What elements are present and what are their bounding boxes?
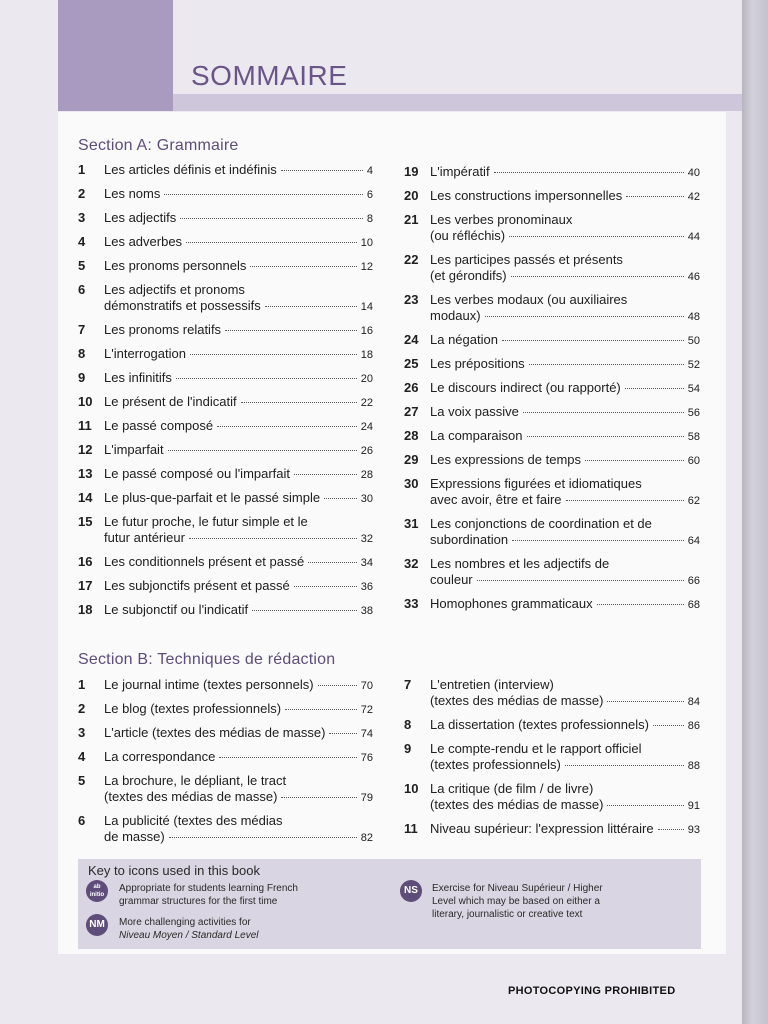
- footer-notice: PHOTOCOPYING PROHIBITED: [508, 985, 676, 997]
- toc-page-number: 36: [360, 581, 373, 593]
- title-accent-block: [58, 0, 173, 111]
- toc-entry-title: futur antérieur: [104, 530, 185, 545]
- toc-leader-dots: [485, 316, 684, 317]
- toc-entry-title: (textes des médias de masse): [430, 693, 604, 708]
- toc-entry-title: La correspondance: [104, 749, 216, 764]
- toc-leader-dots: [625, 388, 684, 389]
- icon-key-title: Key to icons used in this book: [88, 863, 260, 878]
- toc-leader-dots: [294, 474, 357, 475]
- toc-page-number: 72: [360, 704, 373, 716]
- toc-page-number: 18: [360, 349, 373, 361]
- toc-entry-title: Les participes passés et présents: [430, 252, 623, 267]
- toc-entry-number: 2: [78, 186, 86, 201]
- toc-leader-dots: [294, 586, 357, 587]
- toc-entry-title: démonstratifs et possessifs: [104, 298, 261, 313]
- toc-page-number: 8: [366, 213, 373, 225]
- toc-leader-dots: [529, 364, 684, 365]
- toc-entry-title: subordination: [430, 532, 509, 547]
- toc-leader-dots: [252, 610, 357, 611]
- toc-leader-dots: [502, 340, 684, 341]
- toc-entry-number: 10: [78, 394, 93, 409]
- toc-entry-title: Le passé composé: [104, 418, 214, 433]
- key-item-line: Niveau Moyen / Standard Level: [119, 930, 259, 941]
- key-item-line: More challenging activities for: [119, 917, 251, 928]
- toc-entry-title: Les conditionnels présent et passé: [104, 554, 305, 569]
- toc-page-number: 38: [360, 605, 373, 617]
- toc-page-number: 82: [360, 832, 373, 844]
- toc-entry-title: L'imparfait: [104, 442, 164, 457]
- toc-entry-number: 8: [78, 346, 86, 361]
- toc-entry-number: 3: [78, 210, 86, 225]
- toc-page-number: 16: [360, 325, 373, 337]
- toc-entry-number: 29: [404, 452, 419, 467]
- toc-entry-title: Le blog (textes professionnels): [104, 701, 282, 716]
- toc-entry-title: L'impératif: [430, 164, 490, 179]
- toc-entry-title: Le discours indirect (ou rapporté): [430, 380, 621, 395]
- toc-page-number: 58: [687, 431, 700, 443]
- toc-entry-title: Les pronoms relatifs: [104, 322, 222, 337]
- toc-entry-number: 23: [404, 292, 419, 307]
- toc-leader-dots: [494, 172, 684, 173]
- toc-entry-title: Les nombres et les adjectifs de: [430, 556, 610, 571]
- toc-page-number: 44: [687, 231, 700, 243]
- toc-entry-title: Niveau supérieur: l'expression littéraire: [430, 821, 654, 836]
- toc-leader-dots: [189, 538, 357, 539]
- toc-leader-dots: [219, 757, 356, 758]
- toc-entry-title: Le présent de l'indicatif: [104, 394, 237, 409]
- toc-entry-title: couleur: [430, 572, 473, 587]
- toc-page-number: 34: [360, 557, 373, 569]
- toc-page-number: 64: [687, 535, 700, 547]
- toc-entry-title: Les constructions impersonnelles: [430, 188, 623, 203]
- toc-entry-title: La dissertation (textes professionnels): [430, 717, 649, 732]
- toc-entry-title: Les articles définis et indéfinis: [104, 162, 277, 177]
- toc-entry-title: Les prépositions: [430, 356, 525, 371]
- toc-entry-title: La voix passive: [430, 404, 519, 419]
- toc-page-number: 86: [687, 720, 700, 732]
- toc-entry-title: (ou réfléchis): [430, 228, 506, 243]
- toc-page-number: 60: [687, 455, 700, 467]
- toc-leader-dots: [281, 170, 363, 171]
- toc-entry-number: 17: [78, 578, 93, 593]
- toc-page-number: 30: [360, 493, 373, 505]
- toc-entry-title: Les infinitifs: [104, 370, 172, 385]
- toc-entry-number: 27: [404, 404, 419, 419]
- toc-entry-number: 11: [78, 418, 92, 433]
- toc-page-number: 28: [360, 469, 373, 481]
- toc-page-number: 14: [360, 301, 373, 313]
- toc-leader-dots: [329, 733, 356, 734]
- toc-page-number: 88: [687, 760, 700, 772]
- toc-entry-number: 4: [78, 234, 86, 249]
- toc-entry-title: Les subjonctifs présent et passé: [104, 578, 290, 593]
- toc-page-number: 93: [687, 824, 700, 836]
- toc-leader-dots: [190, 354, 357, 355]
- toc-entry-title: Le journal intime (textes personnels): [104, 677, 314, 692]
- toc-entry-title: (et gérondifs): [430, 268, 507, 283]
- toc-page-number: 84: [687, 696, 700, 708]
- toc-entry-title: Les adverbes: [104, 234, 183, 249]
- toc-page-number: 70: [360, 680, 373, 692]
- toc-entry-number: 24: [404, 332, 419, 347]
- toc-page-number: 91: [687, 800, 700, 812]
- toc-page-number: 54: [687, 383, 700, 395]
- toc-leader-dots: [653, 725, 684, 726]
- toc-entry-number: 31: [404, 516, 419, 531]
- toc-entry-title: Le compte-rendu et le rapport officiel: [430, 741, 642, 756]
- key-item-line: grammar structures for the first time: [119, 896, 278, 907]
- toc-entry-title: (textes professionnels): [430, 757, 561, 772]
- toc-page-number: 24: [360, 421, 373, 433]
- toc-page-number: 6: [366, 189, 373, 201]
- toc-leader-dots: [176, 378, 357, 379]
- toc-entry-title: avec avoir, être et faire: [430, 492, 562, 507]
- toc-entry-title: modaux): [430, 308, 481, 323]
- toc-leader-dots: [565, 765, 684, 766]
- toc-entry-title: La négation: [430, 332, 498, 347]
- toc-entry-title: Les adjectifs: [104, 210, 177, 225]
- key-item-nm-text: [119, 916, 259, 942]
- toc-entry-title: Le plus-que-parfait et le passé simple: [104, 490, 321, 505]
- toc-leader-dots: [186, 242, 357, 243]
- key-item-ns-text: [432, 882, 603, 921]
- toc-leader-dots: [318, 685, 357, 686]
- toc-entry-title: Expressions figurées et idiomatiques: [430, 476, 642, 491]
- toc-leader-dots: [225, 330, 357, 331]
- toc-entry-number: 3: [78, 725, 86, 740]
- toc-entry-number: 8: [404, 717, 412, 732]
- toc-entry-number: 7: [78, 322, 86, 337]
- toc-entry-number: 25: [404, 356, 419, 371]
- toc-entry-title: Les noms: [104, 186, 161, 201]
- toc-entry-title: La brochure, le dépliant, le tract: [104, 773, 287, 788]
- toc-entry-title: La critique (de film / de livre): [430, 781, 594, 796]
- toc-page-number: 46: [687, 271, 700, 283]
- toc-entry-number: 7: [404, 677, 412, 692]
- toc-entry-number: 5: [78, 258, 86, 273]
- toc-entry-number: 4: [78, 749, 86, 764]
- toc-page-number: 52: [687, 359, 700, 371]
- toc-leader-dots: [250, 266, 356, 267]
- toc-leader-dots: [607, 701, 683, 702]
- toc-entry-title: Les pronoms personnels: [104, 258, 247, 273]
- toc-entry-number: 18: [78, 602, 93, 617]
- toc-page-number: 10: [360, 237, 373, 249]
- toc-page-number: 50: [687, 335, 700, 347]
- toc-entry-number: 9: [404, 741, 412, 756]
- toc-page-number: 20: [360, 373, 373, 385]
- key-item-line: Appropriate for students learning French: [119, 883, 298, 894]
- toc-entry-number: 33: [404, 596, 419, 611]
- toc-page-number: 22: [360, 397, 373, 409]
- toc-leader-dots: [217, 426, 357, 427]
- toc-entry-title: La comparaison: [430, 428, 523, 443]
- toc-entry-number: 16: [78, 554, 93, 569]
- toc-page-number: 32: [360, 533, 373, 545]
- toc-leader-dots: [626, 196, 684, 197]
- toc-leader-dots: [509, 236, 684, 237]
- toc-leader-dots: [308, 562, 357, 563]
- toc-entry-number: 12: [78, 442, 93, 457]
- toc-page-number: 74: [360, 728, 373, 740]
- toc-entry-title: L'interrogation: [104, 346, 186, 361]
- toc-page-number: 79: [360, 792, 373, 804]
- toc-page-number: 42: [687, 191, 700, 203]
- toc-leader-dots: [241, 402, 357, 403]
- toc-entry-number: 5: [78, 773, 86, 788]
- toc-entry-number: 9: [78, 370, 86, 385]
- toc-entry-number: 20: [404, 188, 419, 203]
- toc-leader-dots: [180, 218, 363, 219]
- toc-leader-dots: [324, 498, 357, 499]
- toc-entry-number: 21: [404, 212, 419, 227]
- toc-entry-number: 26: [404, 380, 419, 395]
- toc-entry-title: Le futur proche, le futur simple et le: [104, 514, 308, 529]
- toc-leader-dots: [265, 306, 357, 307]
- toc-entry-number: 6: [78, 282, 86, 297]
- page-title: SOMMAIRE: [191, 60, 348, 91]
- key-item-ab-initio-text: [119, 882, 298, 908]
- toc-page-number: 76: [360, 752, 373, 764]
- toc-leader-dots: [566, 500, 684, 501]
- toc-entry-title: Les verbes pronominaux: [430, 212, 573, 227]
- toc-entry-number: 11: [404, 821, 418, 836]
- toc-page-number: 12: [360, 261, 373, 273]
- toc-entry-number: 1: [78, 677, 86, 692]
- toc-entry-title: de masse): [104, 829, 165, 844]
- toc-entry-title: L'article (textes des médias de masse): [104, 725, 326, 740]
- toc-page-number: 48: [687, 311, 700, 323]
- toc-entry-title: (textes des médias de masse): [104, 789, 278, 804]
- toc-leader-dots: [285, 709, 357, 710]
- toc-page-number: 66: [687, 575, 700, 587]
- toc-leader-dots: [168, 450, 357, 451]
- toc-leader-dots: [164, 194, 363, 195]
- section-b-heading: Section B: Techniques de rédaction: [78, 651, 336, 668]
- section-a-heading: Section A: Grammaire: [78, 137, 239, 154]
- toc-entry-number: 1: [78, 162, 86, 177]
- toc-entry-number: 2: [78, 701, 86, 716]
- toc-page-number: 26: [360, 445, 373, 457]
- toc-page-number: 62: [687, 495, 700, 507]
- key-item-line: Exercise for Niveau Supérieur / Higher: [432, 883, 603, 894]
- toc-page-number: 56: [687, 407, 700, 419]
- toc-entry-title: Les conjonctions de coordination et de: [430, 516, 652, 531]
- toc-leader-dots: [607, 805, 683, 806]
- toc-leader-dots: [527, 436, 684, 437]
- toc-entry-title: L'entretien (interview): [430, 677, 554, 692]
- book-binding: [742, 0, 768, 1024]
- toc-leader-dots: [658, 829, 684, 830]
- toc-entry-number: 10: [404, 781, 419, 796]
- key-item-line: Level which may be based on either a: [432, 896, 600, 907]
- toc-page-number: 40: [687, 167, 700, 179]
- toc-entry-number: 14: [78, 490, 93, 505]
- toc-entry-number: 15: [78, 514, 93, 529]
- toc-page-number: 68: [687, 599, 700, 611]
- toc-entry-number: 13: [78, 466, 93, 481]
- toc-page-number: 4: [366, 165, 373, 177]
- toc-entry-number: 22: [404, 252, 419, 267]
- toc-entry-title: Les verbes modaux (ou auxiliaires: [430, 292, 628, 307]
- toc-entry-title: Les adjectifs et pronoms: [104, 282, 245, 297]
- ab-initio-icon: ab initio: [86, 880, 108, 902]
- toc-entry-title: (textes des médias de masse): [430, 797, 604, 812]
- toc-entry-title: Les expressions de temps: [430, 452, 582, 467]
- toc-leader-dots: [169, 837, 357, 838]
- toc-entry-number: 32: [404, 556, 419, 571]
- nm-icon: NM: [86, 914, 108, 936]
- toc-entry-number: 6: [78, 813, 86, 828]
- toc-leader-dots: [512, 540, 684, 541]
- toc-entry-title: Le subjonctif ou l'indicatif: [104, 602, 249, 617]
- toc-leader-dots: [523, 412, 684, 413]
- toc-leader-dots: [477, 580, 684, 581]
- toc-entry-number: 30: [404, 476, 419, 491]
- toc-entry-title: Le passé composé ou l'imparfait: [104, 466, 291, 481]
- key-item-line: literary, journalistic or creative text: [432, 909, 583, 920]
- toc-leader-dots: [281, 797, 356, 798]
- title-accent-band: [173, 94, 742, 111]
- toc-leader-dots: [585, 460, 684, 461]
- toc-entry-number: 28: [404, 428, 419, 443]
- toc-entry-title: La publicité (textes des médias: [104, 813, 283, 828]
- toc-leader-dots: [511, 276, 684, 277]
- toc-entry-number: 19: [404, 164, 419, 179]
- toc-entry-title: Homophones grammaticaux: [430, 596, 593, 611]
- toc-leader-dots: [597, 604, 684, 605]
- ns-icon: NS: [400, 880, 422, 902]
